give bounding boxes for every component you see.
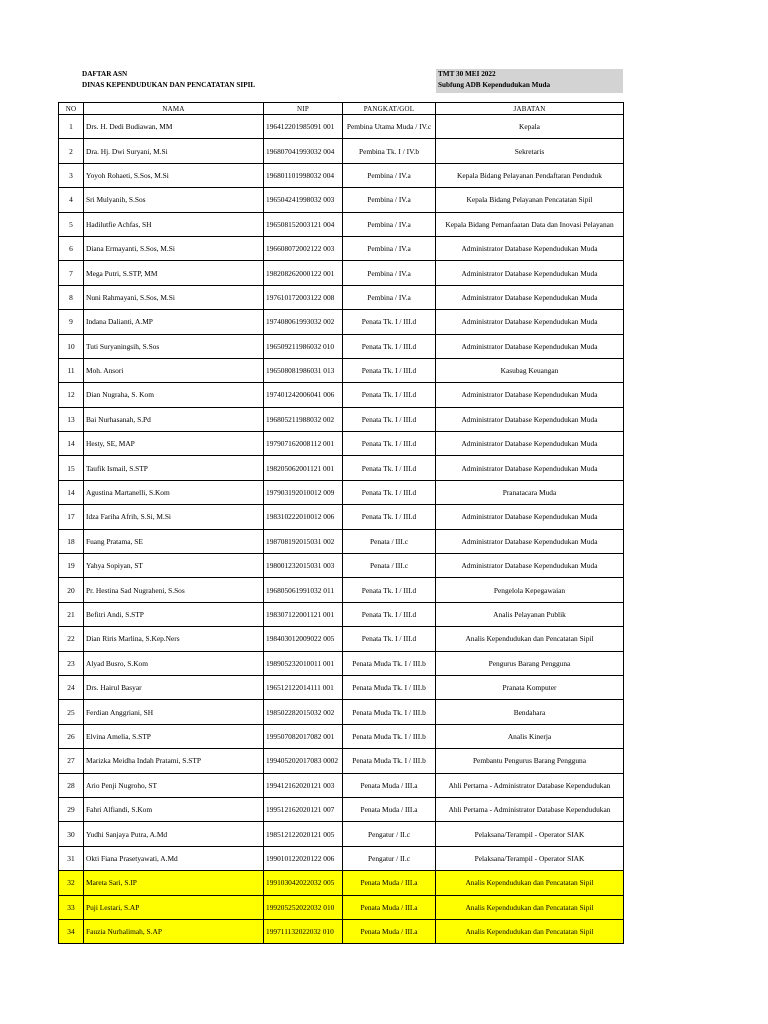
cell-nip: 199103042022032 005: [264, 871, 343, 895]
cell-jabatan: Analis Kinerja: [436, 724, 624, 748]
table-row: [59, 602, 624, 626]
cell-jabatan: Administrator Database Kependudukan Muda: [436, 432, 624, 456]
table-row: [59, 310, 624, 334]
cell-no: 19: [59, 554, 84, 578]
cell-nip: 199412162020121 003: [264, 773, 343, 797]
cell-pangkat: Penata Muda Tk. I / III.b: [343, 724, 436, 748]
table-row: [59, 529, 624, 553]
cell-pangkat: Penata Tk. I / III.d: [343, 334, 436, 358]
cell-jabatan: Kepala Bidang Pelayanan Pendaftaran Penduduk: [436, 163, 624, 187]
cell-jabatan: Analis Pelayanan Publik: [436, 602, 624, 626]
cell-pangkat: Penata Tk. I / III.d: [343, 505, 436, 529]
cell-pangkat: Penata Muda Tk. I / III.b: [343, 675, 436, 699]
cell-no: 2: [59, 139, 84, 163]
cell-no: 20: [59, 578, 84, 602]
cell-pangkat: Pembina Tk. I / IV.b: [343, 139, 436, 163]
table-row: [59, 895, 624, 919]
cell-jabatan: Kepala Bidang Pelayanan Pencatatan Sipil: [436, 188, 624, 212]
cell-jabatan: Pembantu Pengurus Barang Pengguna: [436, 749, 624, 773]
cell-pangkat: Penata Tk. I / III.d: [343, 456, 436, 480]
table-row: [59, 797, 624, 821]
cell-nama: Moh. Ansori: [84, 358, 264, 382]
cell-nip: 198205062001121 001: [264, 456, 343, 480]
cell-no: 12: [59, 383, 84, 407]
column-header-pangkat: PANGKAT/GOL: [343, 103, 436, 115]
table-row: [59, 115, 624, 139]
cell-no: 8: [59, 285, 84, 309]
table-row: [59, 236, 624, 260]
cell-jabatan: Sekretaris: [436, 139, 624, 163]
cell-nama: Idza Fariha Afrih, S.Si, M.Si: [84, 505, 264, 529]
table-row: [59, 773, 624, 797]
cell-nama: Puji Lestari, S.AP: [84, 895, 264, 919]
cell-no: 27: [59, 749, 84, 773]
cell-nama: Hadilutfie Achfas, SH: [84, 212, 264, 236]
cell-pangkat: Penata Muda Tk. I / III.b: [343, 700, 436, 724]
cell-nama: Indana Dalianti, A.MP: [84, 310, 264, 334]
table-row: [59, 724, 624, 748]
cell-jabatan: Kepala Bidang Pemanfaatan Data dan Inovasi Pelayanan: [436, 212, 624, 236]
table-row: [59, 651, 624, 675]
cell-jabatan: Ahli Pertama - Administrator Database Kependudukan: [436, 797, 624, 821]
cell-pangkat: Penata Tk. I / III.d: [343, 358, 436, 382]
table-row: [59, 407, 624, 431]
header-title-block: [58, 69, 436, 93]
cell-nip: 199205252022032 010: [264, 895, 343, 919]
cell-jabatan: Pengurus Barang Pengguna: [436, 651, 624, 675]
cell-nama: Okti Fiana Prasetyawati, A.Md: [84, 846, 264, 870]
cell-nama: Taufik Ismail, S.STP: [84, 456, 264, 480]
cell-jabatan: Administrator Database Kependudukan Muda: [436, 505, 624, 529]
cell-nama: Pr. Hestina Sad Nugraheni, S.Sos: [84, 578, 264, 602]
cell-pangkat: Penata Muda / III.a: [343, 919, 436, 943]
cell-nip: 197610172003122 008: [264, 285, 343, 309]
cell-jabatan: Bendahara: [436, 700, 624, 724]
cell-no: 25: [59, 700, 84, 724]
cell-nip: 199405202017083 0002: [264, 749, 343, 773]
header-info-block: [436, 69, 623, 93]
cell-jabatan: Pranatacara Muda: [436, 480, 624, 504]
cell-no: 31: [59, 846, 84, 870]
cell-nama: Mareta Sari, S.IP: [84, 871, 264, 895]
cell-no: 32: [59, 871, 84, 895]
table-body: [59, 115, 624, 944]
table-row: [59, 334, 624, 358]
cell-nama: Dian Riris Marlina, S.Kep.Ners: [84, 627, 264, 651]
cell-nama: Nuni Rahmayani, S.Sos, M.Si: [84, 285, 264, 309]
cell-jabatan: Administrator Database Kependudukan Muda: [436, 383, 624, 407]
cell-pangkat: Penata Muda / III.a: [343, 773, 436, 797]
cell-pangkat: Penata Tk. I / III.d: [343, 432, 436, 456]
cell-jabatan: Pranata Komputer: [436, 675, 624, 699]
cell-pangkat: Penata / III.c: [343, 529, 436, 553]
table-row: [59, 675, 624, 699]
cell-jabatan: Analis Kependudukan dan Pencatatan Sipil: [436, 919, 624, 943]
cell-nip: 198307122001121 001: [264, 602, 343, 626]
table-row: [59, 822, 624, 846]
cell-nip: 196509211986032 010: [264, 334, 343, 358]
cell-jabatan: Kasubag Keuangan: [436, 358, 624, 382]
table-row: [59, 358, 624, 382]
table-row: [59, 505, 624, 529]
cell-nip: 196504241998032 003: [264, 188, 343, 212]
cell-no: 1: [59, 115, 84, 139]
cell-nip: 197401242006041 006: [264, 383, 343, 407]
cell-nama: Fauzia Nurhalimah, S.AP: [84, 919, 264, 943]
cell-no: 29: [59, 797, 84, 821]
cell-nama: Yahya Sopiyan, ST: [84, 554, 264, 578]
header-agency: DINAS KEPENDUDUKAN DAN PENCATATAN SIPIL: [82, 81, 256, 89]
cell-no: 13: [59, 407, 84, 431]
cell-no: 24: [59, 675, 84, 699]
cell-nip: 196801101998032 004: [264, 163, 343, 187]
cell-nama: Diana Ermayanti, S.Sos, M.Si: [84, 236, 264, 260]
cell-nip: 198310222010012 006: [264, 505, 343, 529]
cell-nama: Ario Penji Nugroho, ST: [84, 773, 264, 797]
cell-pangkat: Pembina / IV.a: [343, 261, 436, 285]
column-header-nama: NAMA: [84, 103, 264, 115]
cell-pangkat: Pembina / IV.a: [343, 285, 436, 309]
cell-nip: 196508152003121 004: [264, 212, 343, 236]
cell-nama: Hesty, SE, MAP: [84, 432, 264, 456]
cell-jabatan: Pelaksana/Terampil - Operator SIAK: [436, 822, 624, 846]
table-row: [59, 871, 624, 895]
header-tmt: TMT 30 MEI 2022: [438, 70, 496, 78]
cell-nama: Yoyoh Rohaeti, S.Sos, M.Si: [84, 163, 264, 187]
cell-no: 17: [59, 505, 84, 529]
cell-no: 26: [59, 724, 84, 748]
cell-nip: 197408061993032 002: [264, 310, 343, 334]
cell-pangkat: Penata Tk. I / III.d: [343, 407, 436, 431]
cell-nama: Tuti Suryaningsih, S.Sos: [84, 334, 264, 358]
cell-pangkat: Penata Muda Tk. I / III.b: [343, 749, 436, 773]
cell-nip: 196512122014111 001: [264, 675, 343, 699]
cell-pangkat: Pengatur / II.c: [343, 846, 436, 870]
cell-nama: Dra. Hj. Dwi Suryani, M.Si: [84, 139, 264, 163]
cell-nama: Ferdian Anggriani, SH: [84, 700, 264, 724]
cell-no: 28: [59, 773, 84, 797]
cell-no: 9: [59, 310, 84, 334]
cell-nama: Befitri Andi, S.STP: [84, 602, 264, 626]
table-row: [59, 163, 624, 187]
cell-no: 10: [59, 334, 84, 358]
cell-pangkat: Penata Tk. I / III.d: [343, 310, 436, 334]
table-row: [59, 846, 624, 870]
cell-pangkat: Penata Tk. I / III.d: [343, 578, 436, 602]
cell-nip: 198708192015031 002: [264, 529, 343, 553]
column-header-jabatan: JABATAN: [436, 103, 624, 115]
cell-nip: 199512162020121 007: [264, 797, 343, 821]
cell-jabatan: Pengelola Kepegawaian: [436, 578, 624, 602]
cell-no: 6: [59, 236, 84, 260]
table-row: [59, 554, 624, 578]
header-title: DAFTAR ASN: [82, 70, 128, 78]
cell-nama: Fuang Pratama, SE: [84, 529, 264, 553]
cell-jabatan: Administrator Database Kependudukan Muda: [436, 310, 624, 334]
cell-pangkat: Penata Tk. I / III.d: [343, 602, 436, 626]
cell-jabatan: Administrator Database Kependudukan Muda: [436, 236, 624, 260]
cell-no: 21: [59, 602, 84, 626]
cell-no: 11: [59, 358, 84, 382]
cell-pangkat: Pembina / IV.a: [343, 163, 436, 187]
cell-jabatan: Analis Kependudukan dan Pencatatan Sipil: [436, 871, 624, 895]
cell-pangkat: Pengatur / II.c: [343, 822, 436, 846]
cell-no: 15: [59, 456, 84, 480]
cell-nama: Dian Nugraha, S. Kom: [84, 383, 264, 407]
cell-nip: 198403012009022 005: [264, 627, 343, 651]
cell-nip: 196807041993032 004: [264, 139, 343, 163]
cell-jabatan: Administrator Database Kependudukan Muda: [436, 285, 624, 309]
cell-nip: 198905232010011 001: [264, 651, 343, 675]
table-row: [59, 285, 624, 309]
cell-pangkat: Penata Muda Tk. I / III.b: [343, 651, 436, 675]
cell-jabatan: Administrator Database Kependudukan Muda: [436, 407, 624, 431]
cell-nama: Mega Putri, S.STP, MM: [84, 261, 264, 285]
cell-no: 33: [59, 895, 84, 919]
cell-jabatan: Administrator Database Kependudukan Muda: [436, 554, 624, 578]
cell-jabatan: Administrator Database Kependudukan Muda: [436, 529, 624, 553]
cell-nama: Drs. H. Dedi Budiawan, MM: [84, 115, 264, 139]
cell-pangkat: Penata Tk. I / III.d: [343, 480, 436, 504]
cell-pangkat: Pembina / IV.a: [343, 236, 436, 260]
cell-jabatan: Kepala: [436, 115, 624, 139]
cell-nip: 199010122020122 006: [264, 846, 343, 870]
table-row: [59, 627, 624, 651]
document-header: [58, 69, 623, 93]
cell-pangkat: Penata Muda / III.a: [343, 797, 436, 821]
cell-nama: Fahri Alfiandi, S.Kom: [84, 797, 264, 821]
cell-no: 4: [59, 188, 84, 212]
cell-nama: Agustina Martanelli, S.Kom: [84, 480, 264, 504]
table-row: [59, 456, 624, 480]
cell-no: 3: [59, 163, 84, 187]
cell-nip: 196508081986031 013: [264, 358, 343, 382]
header-subunit: Subfung ADB Kependudukan Muda: [438, 81, 551, 89]
cell-jabatan: Ahli Pertama - Administrator Database Kependudukan: [436, 773, 624, 797]
table-row: [59, 188, 624, 212]
table-row: [59, 212, 624, 236]
cell-no: 18: [59, 529, 84, 553]
cell-nip: 199711132022032 010: [264, 919, 343, 943]
cell-nip: 196805211988032 002: [264, 407, 343, 431]
cell-nama: Elvina Amelia, S.STP: [84, 724, 264, 748]
table-row: [59, 919, 624, 943]
cell-pangkat: Pembina / IV.a: [343, 188, 436, 212]
table-row: [59, 700, 624, 724]
cell-pangkat: Penata Muda / III.a: [343, 871, 436, 895]
cell-nama: Alyad Busro, S.Kom: [84, 651, 264, 675]
cell-nama: Sri Mulyanih, S.Sos: [84, 188, 264, 212]
cell-nip: 197903192010012 009: [264, 480, 343, 504]
cell-jabatan: Pelaksana/Terampil - Operator SIAK: [436, 846, 624, 870]
cell-jabatan: Analis Kependudukan dan Pencatatan Sipil: [436, 627, 624, 651]
cell-nip: 198208262000122 001: [264, 261, 343, 285]
cell-nama: Drs. Hairul Basyar: [84, 675, 264, 699]
cell-pangkat: Penata / III.c: [343, 554, 436, 578]
table-row: [59, 139, 624, 163]
cell-jabatan: Analis Kependudukan dan Pencatatan Sipil: [436, 895, 624, 919]
asn-table: [58, 102, 624, 944]
cell-pangkat: Penata Muda / III.a: [343, 895, 436, 919]
cell-no: 14: [59, 432, 84, 456]
cell-nip: 196412201985091 001: [264, 115, 343, 139]
table-row: [59, 749, 624, 773]
cell-no: 22: [59, 627, 84, 651]
table-row: [59, 578, 624, 602]
cell-no: 34: [59, 919, 84, 943]
table-header-row: [59, 103, 624, 115]
cell-nip: 199507082017082 001: [264, 724, 343, 748]
cell-no: 14: [59, 480, 84, 504]
table-row: [59, 480, 624, 504]
cell-nip: 198502282015032 002: [264, 700, 343, 724]
table-row: [59, 261, 624, 285]
cell-no: 5: [59, 212, 84, 236]
cell-no: 23: [59, 651, 84, 675]
cell-jabatan: Administrator Database Kependudukan Muda: [436, 261, 624, 285]
cell-nip: 198001232015031 003: [264, 554, 343, 578]
column-header-nip: NIP: [264, 103, 343, 115]
cell-pangkat: Penata Tk. I / III.d: [343, 383, 436, 407]
table-row: [59, 383, 624, 407]
cell-nama: Yudhi Sanjaya Putra, A.Md: [84, 822, 264, 846]
cell-jabatan: Administrator Database Kependudukan Muda: [436, 456, 624, 480]
cell-nip: 197907162008112 001: [264, 432, 343, 456]
cell-pangkat: Pembina / IV.a: [343, 212, 436, 236]
cell-no: 30: [59, 822, 84, 846]
cell-pangkat: Penata Tk. I / III.d: [343, 627, 436, 651]
table-row: [59, 432, 624, 456]
cell-nama: Marizka Meidha Indah Pratami, S.STP: [84, 749, 264, 773]
cell-nip: 196805061991032 011: [264, 578, 343, 602]
cell-no: 7: [59, 261, 84, 285]
column-header-no: NO: [59, 103, 84, 115]
cell-nama: Bai Nurhasanah, S.Pd: [84, 407, 264, 431]
cell-nip: 198512122020121 005: [264, 822, 343, 846]
cell-pangkat: Pembina Utama Muda / IV.c: [343, 115, 436, 139]
cell-nip: 196608072002122 003: [264, 236, 343, 260]
cell-jabatan: Administrator Database Kependudukan Muda: [436, 334, 624, 358]
